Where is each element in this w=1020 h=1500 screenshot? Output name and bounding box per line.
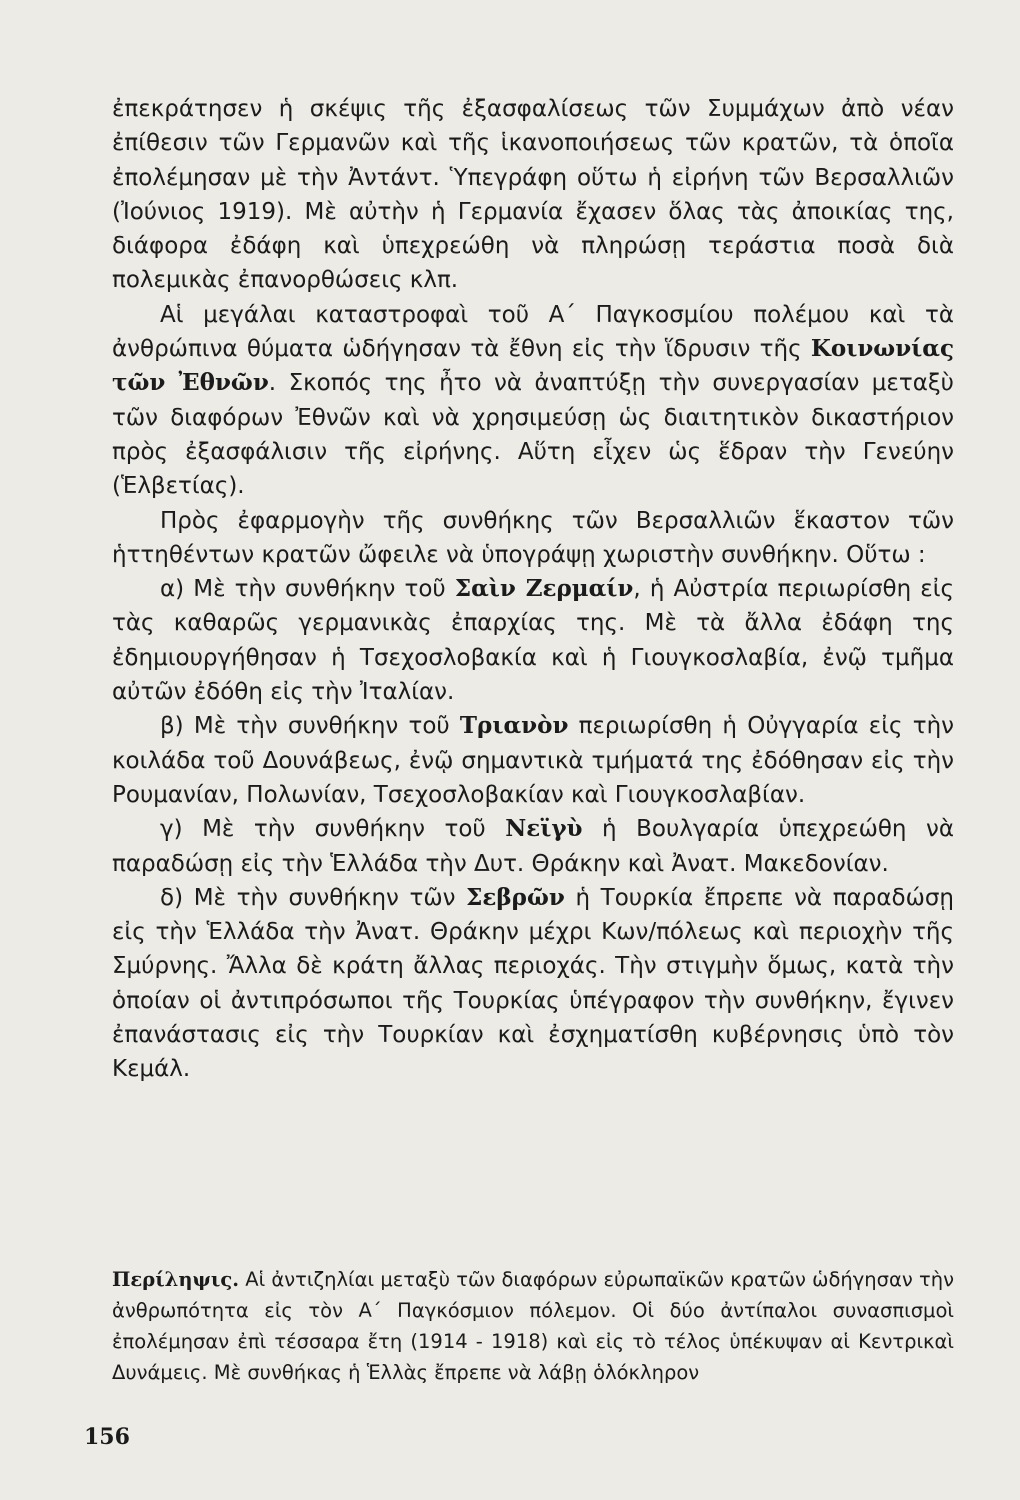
text-run: ἡ Βουλγαρία ὑπεχρεώθη νὰ παραδώσῃ εἰς τὴν Ἑλλάδα τὴν Δυτ. Θράκην καὶ Ἀνατ. Μακεδονίαν.: [112, 816, 955, 877]
paragraph: [112, 812, 954, 881]
paragraph: Πρὸς ἐφαρμογὴν τῆς συνθήκης τῶν Βερσαλλιῶν ἕκαστον τῶν ἡττηθέντων κρατῶν ὤφειλε νὰ ὑπογράψῃ χωριστὴν συνθήκην. Οὕτω :: [112, 507, 954, 568]
bold-term: Τριανὸν: [459, 712, 569, 740]
summary: [112, 1264, 954, 1388]
main-text: [112, 92, 954, 1087]
text-run: , ἡ Αὐστρία περιωρίσθη εἰς τὰς καθαρῶς γερμανικὰς ἐπαρχίας της. Μὲ τὰ ἄλλα ἐδάφη της ἐδημιουργήθησαν ἡ Τσεχοσλοβακία καὶ ἡ Γιουγκοσλαβία, ἐνῷ τμῆμα αὐτῶν ἐδόθη εἰς τὴν Ἰταλίαν.: [112, 576, 955, 706]
text-run: α) Μὲ τὴν συνθήκην τοῦ: [160, 576, 455, 603]
text-run: ἡ Τουρκία ἔπρεπε νὰ παραδώσῃ εἰς τὴν Ἑλλάδα τὴν Ἀνατ. Θράκην μέχρι Κων/πόλεως καὶ περιοχὴν τῆς Σμύρνης. Ἄλλα δὲ κράτη ἄλλας περιοχάς. Τὴν στιγμὴν ὅμως, κατὰ τὴν ὁποίαν οἱ ἀντιπρόσωποι τῆς Τουρκίας ὑπέγραφον τὴν συνθήκην, ἔγινεν ἐπανάστασις εἰς τὴν Τουρκίαν καὶ ἐσχηματίσθη κυβέρνησις ὑπὸ τὸν Κεμάλ.: [112, 884, 954, 1083]
bold-term: Σεβρῶν: [466, 883, 565, 911]
text-run: περιωρίσθη ἡ Οὐγγαρία εἰς τὴν κοιλάδα τοῦ Δουνάβεως, ἐνῷ σημαντικὰ τμήματά της ἐδόθησαν εἰς τὴν Ρουμανίαν, Πολωνίαν, Τσεχοσλοβακίαν καὶ Γιουγκοσλαβίαν.: [112, 713, 954, 808]
bold-term: Κοινωνίας τῶν Ἐθνῶν: [112, 335, 954, 397]
text-run: Αἱ μεγάλαι καταστροφαὶ τοῦ Α΄ Παγκοσμίου πολέμου καὶ τὰ ἀνθρώπινα θύματα ὡδήγησαν τὰ ἔθνη εἰς τὴν ἵδρυσιν τῆς: [112, 301, 954, 363]
paragraph: [112, 572, 954, 709]
text-run: . Σκοπός της ἦτο νὰ ἀναπτύξῃ τὴν συνεργασίαν μεταξὺ τῶν διαφόρων Ἐθνῶν καὶ νὰ χρησιμεύσῃ ὡς διαιτητικὸν δικαστήριον πρὸς ἐξασφάλισιν τῆς εἰρήνης. Αὕτη εἶχεν ὡς ἕδραν τὴν Γενεύην (Ἑλβετίας).: [112, 370, 954, 500]
text-run: γ) Μὲ τὴν συνθήκην τοῦ: [160, 816, 506, 843]
text-run: β) Μὲ τὴν συνθήκην τοῦ: [160, 713, 460, 740]
paragraph: [112, 298, 954, 504]
paragraph: [112, 709, 954, 812]
summary-text: Αἱ ἀντιζηλίαι μεταξὺ τῶν διαφόρων εὐρωπαϊκῶν κρατῶν ὡδήγησαν τὴν ἀνθρωπότητα εἰς τὸν Α΄ Παγκόσμιον πόλεμον. Οἱ δύο ἀντίπαλοι συνασπισμοὶ ἐπολέμησαν ἐπὶ τέσσαρα ἔτη (1914 - 1918) καὶ εἰς τὸ τέλος ὑπέκυψαν αἱ Κεντρικαὶ Δυνάμεις. Μὲ συνθήκας ἡ Ἑλλὰς ἔπρεπε νὰ λάβῃ ὁλόκληρον: [112, 1268, 954, 1384]
bold-term: Νεϊγὺ: [505, 815, 583, 843]
page-number: 156: [84, 1424, 130, 1450]
summary-heading: Περίληψις.: [112, 1268, 239, 1291]
text-run: δ) Μὲ τὴν συνθήκην τῶν: [160, 884, 467, 911]
bold-term: Σαὶν Ζερμαίν: [454, 575, 634, 603]
paragraph: [112, 881, 954, 1087]
paragraph: ἐπεκράτησεν ἡ σκέψις τῆς ἐξασφαλίσεως τῶν Συμμάχων ἀπὸ νέαν ἐπίθεσιν τῶν Γερμανῶν καὶ τῆς ἱκανοποιήσεως τῶν κρατῶν, τὰ ὁποῖα ἐπολέμησαν μὲ τὴν Ἀντάντ. Ὑπεγράφη οὕτω ἡ εἰρήνη τῶν Βερσαλλιῶν (Ἰούνιος 1919). Μὲ αὐτὴν ἡ Γερμανία ἔχασεν ὅλας τὰς ἀποικίας της, διάφορα ἐδάφη καὶ ὑπεχρεώθη νὰ πληρώσῃ τεράστια ποσὰ διὰ πολεμικὰς ἐπανορθώσεις κλπ.: [112, 96, 954, 294]
